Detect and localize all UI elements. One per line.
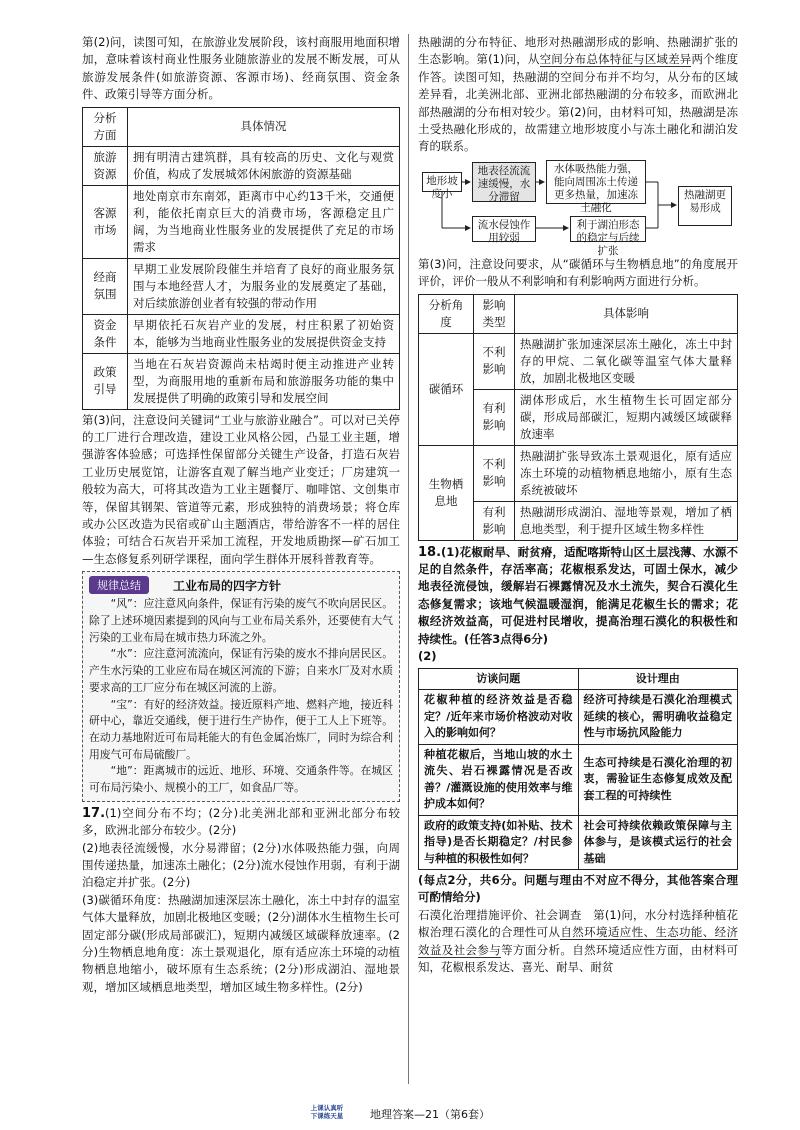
table-header-type: 影响类型 [474, 294, 515, 333]
table-header-angle: 分析角度 [419, 294, 474, 333]
table-cell-detail: 地处南京市东南郊，距离市中心约13千米，交通便利，能依托南京巨大的消费市场，客源稳定且广阔，为当地商业性服务业的发展提供了充足的市场需求 [128, 185, 400, 258]
analysis3-post: 等方面分析。自然环境适应性方面，由材料可知，花椒根系发达、喜光、耐旱、耐贫 [418, 942, 739, 975]
table-row [419, 744, 738, 815]
table-cell-detail: 早期依托石灰岩产业的发展，村庄积累了初始资本，能够为当地商业性服务业的发展提供资金支持 [128, 314, 400, 353]
table-cell-question: 种植花椒后，当地山坡的水土流失、岩石裸露情况是否改善？/灌溉设施的使用效率与维护成本如何？ [419, 744, 579, 815]
column-divider [408, 34, 409, 1084]
q18-answer-2-label: (2) [418, 649, 437, 664]
table-cell-aspect: 资金条件 [83, 314, 128, 353]
analysis-paragraph-3 [418, 907, 738, 977]
page-footer [0, 1104, 800, 1124]
q3-paragraph: 第(3)问，注意设问关键词“工业与旅游业融合”。可以对已关停的工厂进行合理改造，建设工业风格公园，凸显工业主题，增强游客体验感；可选择性保留部分关键生产设备，打造石灰岩工业历史展览馆，让游客直观了解当地产业变迁；厂房建筑一般较为高大，可将其改造为工业主题餐厅、咖啡馆、文创集市等，保留其钢架、管道等元素，形成独特的消费场景；将仓库或办公区改造为民宿或矿山主题酒店，带给游客不一样的居住体验；可结合石灰岩开采加工流程，开发地质勘探—矿石加工—生态修复系列研学课程，面向学生群体开展科普教育等。 [82, 412, 400, 566]
rule-summary-title: 工业布局的四字方针 [173, 578, 282, 593]
table-header-reason: 设计理由 [578, 668, 738, 690]
score-note: (每点2分，共6分。问题与理由不对应不得分，其他答案合理可酌情给分) [418, 873, 738, 905]
q17-answer-1 [82, 805, 400, 840]
table-cell-type: 不利影响 [474, 445, 515, 501]
table-cell-aspect: 客源市场 [83, 185, 128, 258]
rule-land: “地”：距离城市的远近、地形、环境、交通条件等。在城区可布局污染小、规模小的工厂，如食品厂等。 [89, 764, 393, 795]
flow-box-stable: 利于湖泊形态的稳定与后续扩张 [570, 216, 646, 242]
right-column [418, 34, 738, 976]
table-cell-type: 有利影响 [474, 501, 515, 540]
table-cell-question: 政府的政策支持(如补贴、技术指导)是否长期稳定？/村民参与种植的积极性如何？ [419, 815, 579, 870]
left-column [82, 34, 400, 996]
table-cell-detail: 当地在石灰岩资源尚未枯竭时便主动推进产业转型，为商服用地的重新布局和旅游服务功能的集中发展提供了明确的政策引导和发展空间 [128, 353, 400, 409]
table-row [83, 353, 400, 409]
table-impact [418, 294, 738, 541]
table-cell-detail: 早期工业发展阶段催生并培育了良好的商业服务氛围与本地经营人才，为服务业的发展奠定了基础，对后续旅游创业者有较强的带动作用 [128, 258, 400, 314]
q17-number: 17. [82, 805, 106, 821]
table-cell-aspect: 经商氛围 [83, 258, 128, 314]
table-row [83, 146, 400, 185]
q17-answer-2: (2)地表径流缓慢，水分易滞留；(2分)水体吸热能力强，向周围传递热量，加速冻土融化；(2分)流水侵蚀作用弱，有利于湖泊稳定并扩张。(2分) [82, 840, 400, 890]
table-cell-question: 花椒种植的经济效益是否稳定？/近年来市场价格波动对收入的影响如何？ [419, 690, 579, 745]
flow-end-box: 热融湖更易形成 [678, 186, 732, 226]
rule-summary-box [82, 571, 400, 801]
table-row [83, 185, 400, 258]
table-row [419, 690, 738, 745]
analysis-paragraph-1 [418, 34, 738, 156]
rule-summary-tag: 规律总结 [89, 576, 149, 594]
table-cell-angle: 碳循环 [419, 333, 474, 445]
q17-a1-text: (1)空间分布不均；(2分)北美洲北部和亚洲北部分布较多，欧洲北部分布较少。(2分) [82, 805, 400, 838]
table-row [83, 258, 400, 314]
table-interview [418, 668, 738, 871]
logo-line-1: 上课认真听 [310, 1104, 344, 1112]
table-cell-detail: 拥有明清古建筑群，具有较高的历史、文化与观赏价值，构成了发展城郊休闲旅游的资源基础 [128, 146, 400, 185]
q18-number: 18. [418, 544, 442, 560]
table-header-aspect: 分析方面 [83, 107, 128, 146]
rule-water: “水”：应注意河流流向，保证有污染的废水不排向居民区。产生水污染的工业应布局在城区河流的下游；自来水厂及对水质要求高的工厂应分布在城区河流的上游。 [89, 647, 393, 694]
footer-page-label: 地理答案—21（第6套） [370, 1108, 490, 1121]
table-cell-reason: 生态可持续是石漠化治理的初衷，需验证生态修复成效及配套工程的可持续性 [578, 744, 738, 815]
analysis3-underline: 自然环境适应性、生态功能、经济效益及社会参与 [418, 925, 739, 957]
q18-answer-1 [418, 544, 738, 648]
flow-start-box: 地形坡度小 [422, 172, 462, 192]
table-header-impact: 具体影响 [515, 294, 738, 333]
flow-diagram [418, 160, 738, 257]
table-row [419, 445, 738, 501]
para1-underline: 空间分布总体特征与区域差异 [539, 52, 692, 67]
table-cell-aspect: 政策引导 [83, 353, 128, 409]
q18-a1-text: (1)花椒耐旱、耐贫瘠，适配喀斯特山区土层浅薄、水源不足的自然条件，存活率高；花椒根系发达，可固土保水，减少地表径流侵蚀，缓解岩石裸露情况及水土流失，契合石漠化生态修复需求；该地气候温暖湿润，能满足花椒生长的需求；花椒经济效益高，可促进村民增收，提高治理石漠化的积极性和持续性。(任答3点得6分) [418, 544, 738, 646]
flow-box-heat: 水体吸热能力强，能向周围冻土传递更多热量，加速冻土融化 [546, 160, 646, 204]
para1-pre: 热融湖的分布特征、地形对热融湖形成的影响、热融湖扩张的生态影响。第(1)问，从 [418, 35, 738, 67]
table-cell-impact: 热融湖形成湖泊、湿地等景观，增加了栖息地类型，利于提升区域生物多样性 [515, 501, 738, 540]
logo-line-2: 下课练天星 [310, 1112, 344, 1120]
rule-treasure: “宝”：有好的经济效益。接近原料产地、燃料产地，接近科研中心，靠近交通线，便于进行生产协作，便于工人上下班等。在动力基地附近可布局耗能大的有色金属冶炼厂，同时为综合利用废气可布局硫酸厂。 [89, 697, 393, 761]
table-header-question: 访谈问题 [419, 668, 579, 690]
table-cell-angle: 生物栖息地 [419, 445, 474, 540]
table-row [83, 314, 400, 353]
table-cell-reason: 经济可持续是石漠化治理模式延续的核心，需明确收益稳定性与市场抗风险能力 [578, 690, 738, 745]
table-cell-impact: 湖体形成后，水生植物生长可固定部分碳，形成局部碳汇，短期内减缓区域碳释放速率 [515, 389, 738, 445]
intro-paragraph: 第(2)问，读图可知，在旅游业发展阶段，该村商服用地面积增加，意味着该村商业性服务业随旅游业的发展不断发展，可从旅游发展条件(如旅游资源、客源市场)、经商氛围、资金条件、政策引导等方面分析。 [82, 35, 400, 102]
q17-answer-3: (3)碳循环角度：热融湖加速深层冻土融化，冻土中封存的温室气体大量释放，加剧北极地区变暖；(2分)湖体水生植物生长可固定部分碳(形成局部碳汇)，短期内减缓区域碳释放速率。(2分)生物栖息地角度：冻土景观退化，原有适应冻土环境的动植物栖息地缩小，破坏原有生态系统；(2分)形成湖泊、湿地景观，增加区域栖息地类型，增加区域生物多样性。(2分) [82, 892, 400, 994]
analysis-paragraph-2: 第(3)问，注意设问要求，从“碳循环与生物栖息地”的角度展开评价，评价一般从不利影响和有利影响两方面进行分析。 [418, 256, 738, 289]
table-cell-type: 不利影响 [474, 333, 515, 389]
rule-wind: “风”：应注意风向条件，保证有污染的废气不吹向居民区。除了上述环境因素提到的风向与工业布局关系外，还要使有大气污染的工业布局在城市热力环流之外。 [89, 597, 393, 644]
flow-box-erosion: 流水侵蚀作用较弱 [472, 216, 536, 242]
table-header-detail: 具体情况 [128, 107, 400, 146]
analysis3-pre: 石漠化治理措施评价、社会调查 第(1)问，水分村选择种植花椒治理石漠化的合理性可从 [418, 907, 738, 940]
table-cell-aspect: 旅游资源 [83, 146, 128, 185]
brand-logo [300, 1104, 354, 1124]
table-cell-reason: 社会可持续依赖政策保障与主体参与，是该模式运行的社会基础 [578, 815, 738, 870]
table-row [419, 333, 738, 389]
table-row [419, 815, 738, 870]
flow-box-runoff: 地表径流流速缓慢，水分滞留 [472, 162, 536, 202]
table-cell-type: 有利影响 [474, 389, 515, 445]
para1-post: 两个维度作答。读图可知，热融湖的空间分布并不均匀，从分布的区域差异看，北美洲北部、亚洲北部热融湖的分布较多，而欧洲北部热融湖的分布相对较少。第(2)问，由材料可知，热融湖是冻土受热融化形成的，故需建立地形坡度小与冻土融化和湖泊发育的联系。 [418, 52, 739, 154]
table-cell-impact: 热融湖扩张加速深层冻土融化，冻土中封存的甲烷、二氧化碳等温室气体大量释放，加剧北极地区变暖 [515, 333, 738, 389]
table-analysis-village [82, 107, 400, 410]
table-cell-impact: 热融湖扩张导致冻土景观退化，原有适应冻土环境的动植物栖息地缩小，原有生态系统被破坏 [515, 445, 738, 501]
